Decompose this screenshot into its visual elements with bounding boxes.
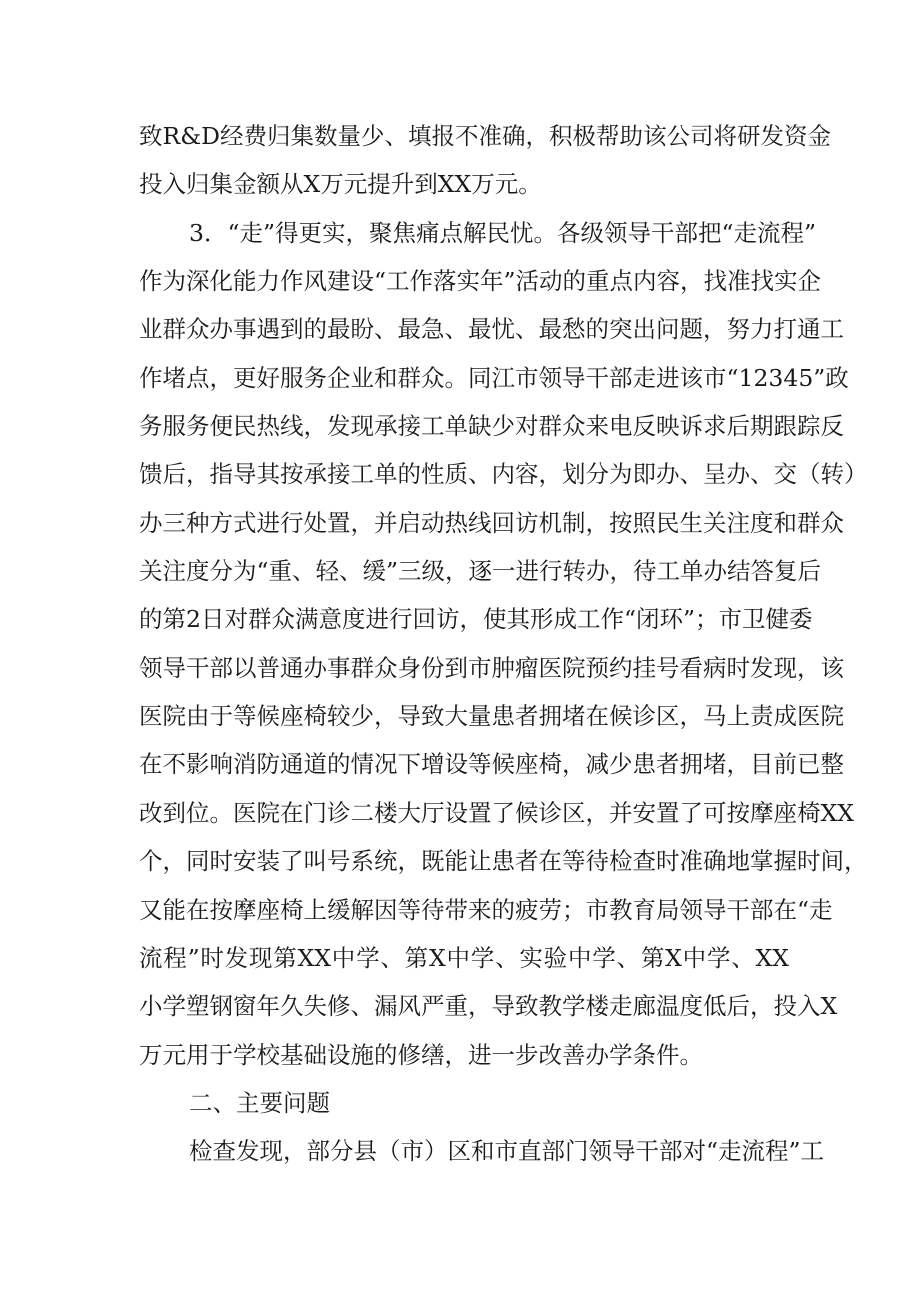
paragraph-line: 业群众办事遇到的最盼、最急、最忧、最愁的突出问题，努力打通工: [139, 315, 844, 344]
paragraph-line: 办三种方式进行处置，并启动热线回访机制，按照民生关注度和群众: [139, 508, 844, 537]
paragraph-line: 个，同时安装了叫号系统，既能让患者在等待检查时准确地掌握时间，: [139, 847, 868, 876]
paragraph-line: 馈后，指导其按承接工单的性质、内容，划分为即办、呈办、交（转）: [139, 460, 868, 489]
paragraph-line: 医院由于等候座椅较少，导致大量患者拥堵在候诊区，马上责成医院: [139, 702, 844, 731]
paragraph-line: 领导干部以普通办事群众身份到市肿瘤医院预约挂号看病时发现，该: [139, 653, 844, 682]
paragraph-line: 小学塑钢窗年久失修、漏风严重，导致教学楼走廊温度低后，投入X: [139, 992, 838, 1021]
paragraph-line: 流程”时发现第XX中学、第X中学、实验中学、第X中学、XX: [139, 943, 789, 972]
paragraph-line: 务服务便民热线，发现承接工单缺少对群众来电反映诉求后期跟踪反: [139, 412, 844, 441]
paragraph-line: 万元用于学校基础设施的修缮，进一步改善办学条件。: [139, 1040, 703, 1069]
paragraph-line: 又能在按摩座椅上缓解因等待带来的疲劳；市教育局领导干部在“走: [139, 895, 833, 924]
section-item-3-line: 3．“走”得更实，聚焦痛点解民忧。各级领导干部把“走流程”: [189, 218, 817, 247]
paragraph-line: 关注度分为“重、轻、缓”三级，逐一进行转办，待工单办结答复后: [139, 557, 822, 586]
section-heading: 二、主要问题: [189, 1088, 330, 1117]
paragraph-line: 致R&D经费归集数量少、填报不准确，积极帮助该公司将研发资金: [139, 122, 831, 150]
body-text: [139, 112, 868, 1176]
paragraph-line: 检查发现，部分县（市）区和市直部门领导干部对“走流程”工: [189, 1137, 825, 1166]
paragraph-line: 作堵点，更好服务企业和群众。同江市领导干部走进该市“12345”政: [139, 363, 849, 392]
paragraph-line: 的第2日对群众满意度进行回访，使其形成工作“闭环”；市卫健委: [139, 605, 813, 634]
paragraph-line: 在不影响消防通道的情况下增设等候座椅，减少患者拥堵，目前已整: [139, 750, 844, 779]
paragraph-line: 投入归集金额从X万元提升到XX万元。: [139, 170, 542, 199]
paragraph-line: 作为深化能力作风建设“工作落实年”活动的重点内容，找准找实企: [139, 267, 822, 296]
paragraph-line: 改到位。医院在门诊二楼大厅设置了候诊区，并安置了可按摩座椅XX: [139, 798, 854, 827]
